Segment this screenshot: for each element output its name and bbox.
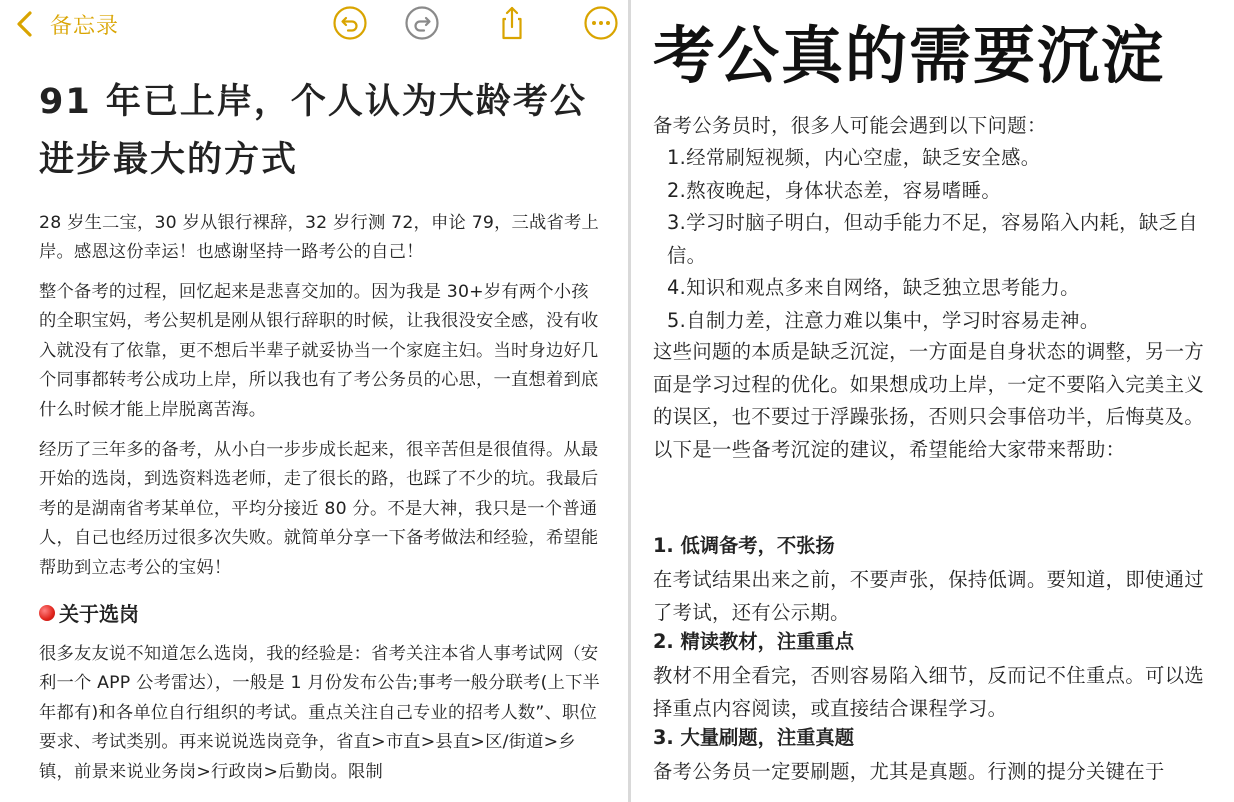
tip-heading: 1. 低调备考，不张扬 <box>653 534 835 557</box>
note-paragraph: 整个备考的过程，回忆起来是悲喜交加的。因为我是 30+岁有两个小孩的全职宝妈，考公契机是刚从银行辞职的时候，让我很没安全感，没有收入就没有了依靠，更不想后半辈子就妥协当一个家庭主妇。当时身边好几个同事都转考公成功上岸，所以我也有了考公务员的心思，一直想着到底什么时候才能上岸脱离苦海。 <box>39 282 599 420</box>
back-button[interactable] <box>14 6 119 42</box>
tip-text: 在考试结果出来之前，不要声张，保持低调。要知道，即使通过了考试，还有公示期。 <box>653 568 1205 624</box>
list-item-text: 4.知识和观点多来自网络，缺乏独立思考能力。 <box>667 276 1080 299</box>
tip-text: 备考公务员一定要刷题，尤其是真题。行测的提分关键在于 <box>653 760 1165 783</box>
note-paragraph: 28 岁生二宝，30 岁从银行裸辞，32 岁行测 72，申论 79，三战省考上岸。感恩这份幸运！也感谢坚持一路考公的自己！ <box>39 213 599 263</box>
list-item <box>667 305 1217 338</box>
list-item-text: 1.经常刷短视频，内心空虚，缺乏安全感。 <box>667 146 1041 169</box>
article-summary: 这些问题的本质是缺乏沉淀，一方面是自身状态的调整，另一方面是学习过程的优化。如果想成功上岸，一定不要陷入完美主义的误区，也不要过于浮躁张扬，否则只会事倍功半，后悔莫及。以下是一些备考沉淀的建议，希望能给大家带来帮助： <box>653 340 1205 461</box>
list-item-text: 5.自制力差，注意力难以集中，学习时容易走神。 <box>667 308 1100 332</box>
more-button[interactable] <box>583 5 619 41</box>
list-item-text: 3.学习时脑子明白，但动手能力不足，容易陷入内耗，缺乏自信。 <box>667 211 1198 267</box>
list-item <box>667 207 1217 272</box>
tip-heading: 2. 精读教材，注重重点 <box>653 630 854 653</box>
tip-text: 教材不用全看完，否则容易陷入细节，反而记不住重点。可以选择重点内容阅读，或直接结合课程学习。 <box>653 664 1205 720</box>
undo-icon <box>332 5 368 41</box>
list-item <box>667 175 1217 208</box>
share-icon <box>494 5 530 41</box>
section-heading <box>39 598 139 627</box>
red-circle-icon <box>39 605 55 621</box>
problem-list <box>667 142 1217 337</box>
note-paragraph: 很多友友说不知道怎么选岗，我的经验是：省考关注本省人事考试网（安利一个 APP 公考雷达），一般是 1 月份发布公告;事考一般分联考(上下半年都有)和各单位自行组织的考试。重点关注自己专业的招考人数”、职位要求、考试类别。再来说说选岗竞争，省直>市直>县直>区/街道>乡镇，前景来说业务岗>行政岗>后勤岗。限制 <box>39 644 601 782</box>
chevron-left-icon <box>14 11 36 37</box>
tip-heading: 3. 大量刷题，注重真题 <box>653 726 854 749</box>
more-icon <box>583 5 619 41</box>
note-title: 91 年已上岸，个人认为大龄考公进步最大的方式 <box>39 82 587 180</box>
redo-button[interactable] <box>404 5 440 41</box>
article-title: 考公真的需要沉淀 <box>653 19 1166 92</box>
section-title: 关于选岗 <box>59 602 139 626</box>
back-label: 备忘录 <box>50 13 120 39</box>
article-intro: 备考公务员时，很多人可能会遇到以下问题： <box>653 114 1047 137</box>
note-paragraph: 经历了三年多的备考，从小白一步步成长起来，很辛苦但是很值得。从最开始的选岗，到选资料选老师，走了很长的路，也踩了不少的坑。我最后考的是湖南省考某单位，平均分接近 80 分。不是大神，我只是一个普通人，自己也经历过很多次失败。就简单分享一下备考做法和经验，希望能帮助到立志考公的宝妈！ <box>39 440 599 578</box>
list-item-text: 2.熬夜晚起，身体状态差，容易嗜睡。 <box>667 178 1002 202</box>
article-pane <box>631 0 1234 802</box>
list-item <box>667 142 1217 175</box>
redo-icon <box>404 5 440 41</box>
share-button[interactable] <box>494 5 530 41</box>
list-item <box>667 272 1217 305</box>
notes-toolbar <box>0 0 628 48</box>
undo-button[interactable] <box>332 5 368 41</box>
